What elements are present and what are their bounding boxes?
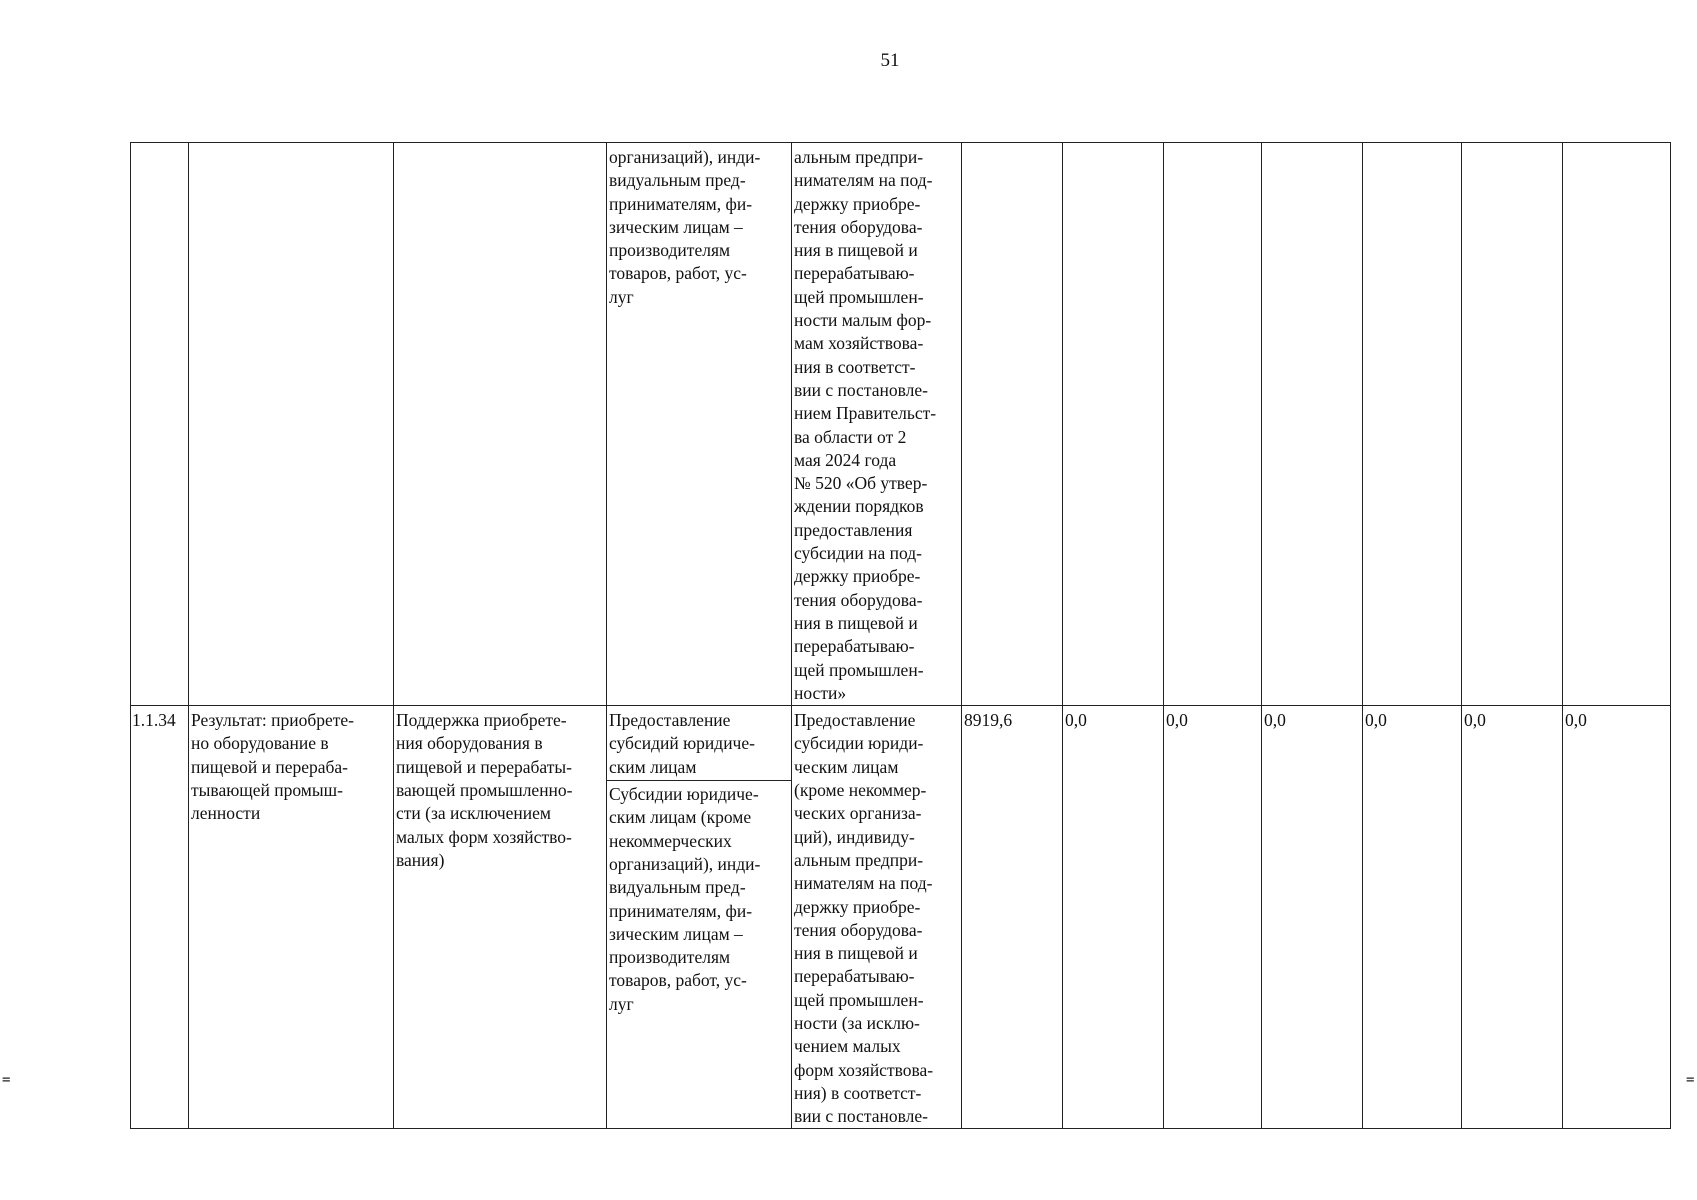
value-cell	[1462, 143, 1563, 706]
value-cell	[1262, 143, 1363, 706]
value-cell: 0,0	[1363, 706, 1462, 1129]
form-text: организаций), инди- видуальным пред- принимателям, фи- зическим лицам – производителям товаров, работ, ус- луг	[609, 147, 761, 307]
page-number: 51	[880, 50, 900, 71]
budget-table	[130, 142, 1671, 1129]
value-cell: 0,0	[1563, 706, 1671, 1129]
value-cell: 0,0	[1164, 706, 1262, 1129]
value-cell: 0,0	[1462, 706, 1563, 1129]
result-cell	[189, 143, 394, 706]
value-cell	[1063, 143, 1164, 706]
value-cell-total: 8919,6	[962, 706, 1063, 1129]
measure-cell	[394, 143, 607, 706]
table-row-continued	[131, 143, 1671, 706]
form-subsidy-text: Субсидии юридиче- ским лицам (кроме некоммерческих организаций), инди- видуальным пред- принимателям, фи- зическим лицам – производителям товаров, работ, ус- луг	[609, 784, 761, 1014]
form-cell	[607, 143, 792, 706]
value-cell: 0,0	[1063, 706, 1164, 1129]
right-margin-mark: =	[1686, 1072, 1695, 1088]
value-cell	[1164, 143, 1262, 706]
result-cell: Результат: приобрете- но оборудование в пищевой и перераба- тывающей промыш- ленности	[189, 706, 394, 1129]
basis-cell: Предоставление субсидии юриди- ческим лицам (кроме некоммер- ческих организа- ций), индивиду- альным предпри- нимателям на под- держку приобре- тения оборудова- ния в пищевой и перерабатываю- щей промышлен- ности (за исклю- чением малых форм хозяйствова- ния) в соответст- вии с постановле-	[792, 706, 962, 1129]
value-cell	[962, 143, 1063, 706]
measure-cell: Поддержка приобрете- ния оборудования в пищевой и перерабаты- вающей промышленно- сти (за исключением малых форм хозяйство- вания)	[394, 706, 607, 1129]
value-cell	[1563, 143, 1671, 706]
form-type-text: Предоставление субсидий юридиче- ским лицам	[607, 709, 791, 781]
form-cell	[607, 706, 792, 1129]
basis-cell: альным предпри- нимателям на под- держку приобре- тения оборудова- ния в пищевой и перерабатываю- щей промышлен- ности малым фор- мам хозяйствова- ния в соответст- вии с постановле- нием Правительст- ва области от 2 мая 2024 года № 520 «Об утвер- ждении порядков предоставления субсидии на под- держку приобре- тения оборудова- ния в пищевой и перерабатываю- щей промышлен- ности»	[792, 143, 962, 706]
table-row-1-1-34	[131, 706, 1671, 1129]
value-cell	[1363, 143, 1462, 706]
row-number-cell	[131, 143, 189, 706]
left-margin-mark: =	[2, 1072, 11, 1088]
value-cell: 0,0	[1262, 706, 1363, 1129]
row-number-cell: 1.1.34	[131, 706, 189, 1129]
